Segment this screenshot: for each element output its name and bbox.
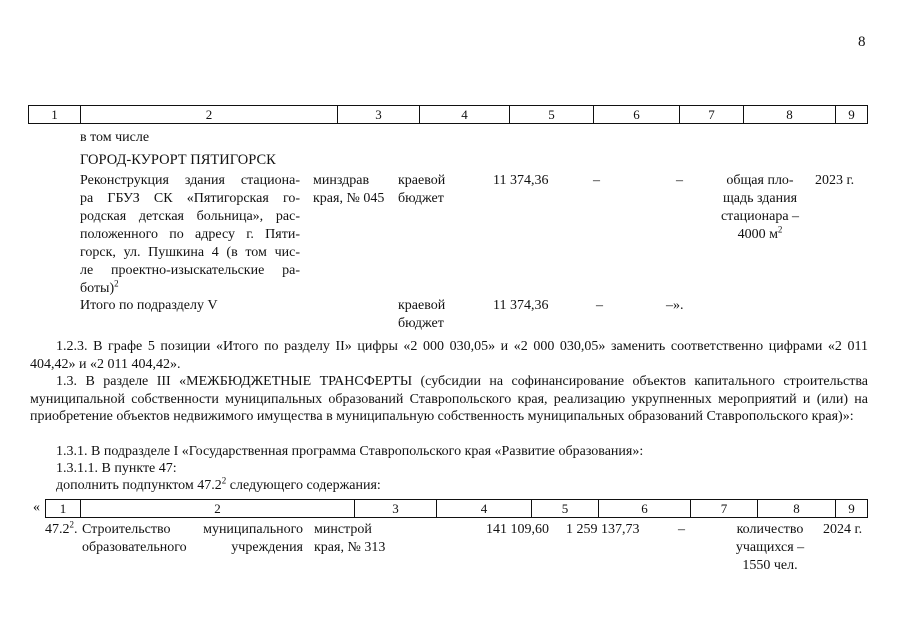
paragraph-1-2-3: 1.2.3. В графе 5 позиции «Итого по разделу II» цифры «2 000 030,05» и «2 000 030,05» заменить соответственно цифрами «2 011 404,42» и «2 011 404,42». [30, 339, 868, 372]
ministry-line: минздрав [313, 173, 370, 188]
t2-ministry-line: минстрой [314, 522, 372, 537]
t2-row-col5: 141 109,60 [486, 522, 549, 537]
table2-header-col3: 3 [354, 500, 436, 517]
table2-header [45, 499, 868, 518]
t2-name-line: Строительство муниципального [82, 522, 303, 537]
t2-num: 47.2 [45, 522, 70, 537]
t2-row-name [82, 521, 303, 557]
open-quote: « [33, 500, 40, 515]
t2-row-col7: – [678, 522, 685, 537]
col8-line: стационара – [720, 209, 800, 224]
table1-header-col4: 4 [419, 106, 509, 123]
table2-header-col6: 6 [598, 500, 690, 517]
city-heading: ГОРОД-КУРОРТ ПЯТИГОРСК [80, 152, 276, 168]
col8-line: щадь здания [722, 191, 798, 206]
add-sup: 2 [221, 475, 227, 486]
table2-header-col8: 8 [757, 500, 835, 517]
row-col9: 2023 г. [815, 173, 855, 188]
row-name [80, 172, 300, 298]
row-name-line: боты) [80, 281, 115, 296]
t2-num-dot: . [74, 522, 78, 537]
table2-header-col7: 7 [690, 500, 757, 517]
t2-col8-line: учащихся – [735, 540, 805, 555]
row-name-line: родская детская больница», рас- [80, 209, 300, 224]
ministry-line: края, № 045 [313, 191, 385, 206]
total-label: Итого по подразделу V [80, 298, 218, 313]
table2-header-col5: 5 [531, 500, 598, 517]
row-ministry [313, 172, 391, 208]
total-budget-line: краевой [398, 298, 446, 313]
row-budget [398, 172, 445, 208]
table1-header-col7: 7 [679, 106, 743, 123]
t2-col8-line: количество [736, 522, 804, 537]
row-name-line: ле проектно-изыскательские ра- [80, 263, 300, 278]
budget-line: бюджет [398, 191, 444, 206]
superscript-mark: 2 [777, 224, 783, 235]
table1-header-col8: 8 [743, 106, 835, 123]
t2-row-col9: 2024 г. [823, 522, 863, 537]
row-name-line-last [80, 280, 300, 298]
table2-header-col2: 2 [80, 500, 354, 517]
table2-header-col1: 1 [59, 501, 67, 516]
paragraph-1-3-1: 1.3.1. В подразделе I «Государственная программа Ставропольского края «Развитие образования»: [56, 444, 644, 459]
row-name-line: горск, ул. Пушкина 4 (в том чис- [80, 245, 300, 260]
table2-header-col4: 4 [436, 500, 531, 517]
t2-ministry-line: края, № 313 [314, 540, 386, 555]
t2-name-line: образовательного учреждения [82, 540, 303, 555]
col8-line: 4000 м [737, 227, 778, 242]
table1-header-col5: 5 [509, 106, 593, 123]
footnote-mark: 2 [114, 278, 119, 289]
row-col5: 11 374,36 [493, 173, 549, 188]
total-col6: – [596, 298, 603, 313]
table1-header-col6: 6 [593, 106, 679, 123]
row-col7: – [676, 173, 683, 188]
t2-col8-line: 1550 чел. [742, 558, 798, 573]
add-text-pre: дополнить подпунктом 47.2 [56, 478, 222, 493]
table1-header-col3: 3 [337, 106, 419, 123]
budget-line: краевой [398, 173, 446, 188]
t2-row-col8 [724, 521, 816, 575]
col8-line-last [712, 226, 808, 244]
table1-header [28, 105, 868, 124]
table2-header-col9: 9 [835, 500, 867, 517]
page-number: 8 [858, 34, 866, 50]
table1-header-col1: 1 [51, 107, 58, 122]
row-name-line: положенного по адресу г. Пяти- [80, 227, 300, 242]
add-text-post: следующего содержания: [226, 478, 381, 493]
total-budget-line: бюджет [398, 316, 444, 331]
t2-num-sup: 2 [69, 519, 74, 530]
row-col8 [712, 172, 808, 244]
paragraph-1-3: 1.3. В разделе III «МЕЖБЮДЖЕТНЫЕ ТРАНСФЕРТЫ (субсидии на софинансирование объектов капитального строительства муниципальной собственности муниципальных образований Ставропольского края, реализацию укрупненных мероприятий и (или) на приобретение объектов недвижимого имущества в муниципальную собственность муниципальных образований Ставропольского края)»: [30, 374, 868, 424]
row-name-line: ра ГБУЗ СК «Пятигорская го- [80, 191, 300, 206]
paragraph-add-subitem [56, 477, 856, 495]
t2-row-ministry [314, 521, 385, 557]
including-label: в том числе [80, 130, 150, 145]
t2-row-col6: 1 259 137,73 [566, 522, 640, 537]
col8-line: общая пло- [726, 173, 794, 188]
table1-header-col9: 9 [835, 106, 867, 123]
paragraph-1-3-1-1: 1.3.1.1. В пункте 47: [56, 461, 177, 476]
row-name-line: Реконструкция здания стациона- [80, 173, 300, 188]
table1-header-col2: 2 [80, 106, 337, 123]
t2-row-num [45, 521, 78, 539]
row-col6: – [593, 173, 600, 188]
total-col7: –». [666, 298, 684, 313]
total-col5: 11 374,36 [493, 298, 549, 313]
total-budget [398, 297, 445, 333]
